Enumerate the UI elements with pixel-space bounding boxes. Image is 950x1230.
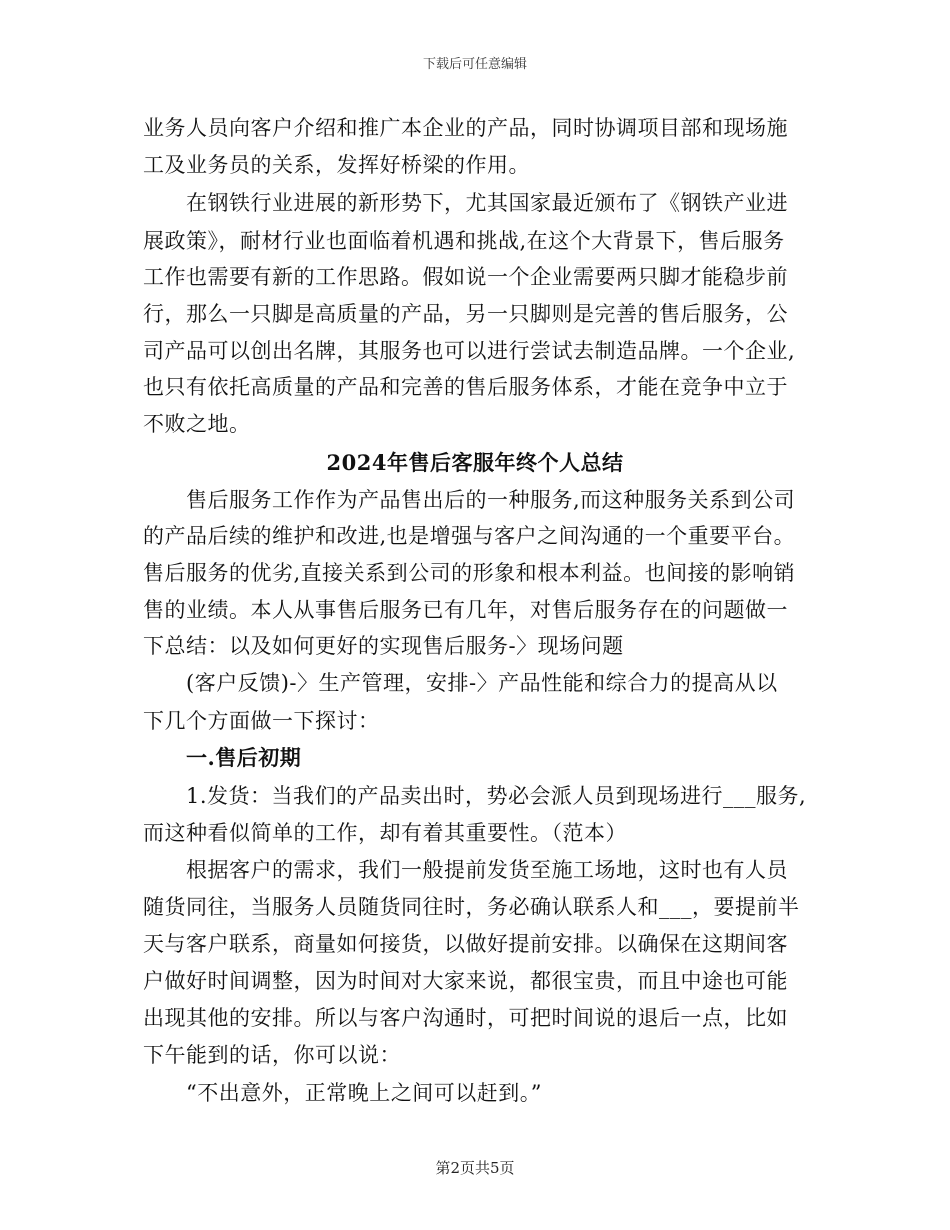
- page-header-note: 下载后可任意编辑: [422, 57, 527, 72]
- text-line: 工及业务员的关系，发挥好桥梁的作用。: [143, 153, 530, 177]
- text-line: 行，那么一只脚是高质量的产品，另一只脚则是完善的售后服务，公: [143, 302, 788, 326]
- text-line: 出现其他的安排。所以与客户沟通时，可把时间说的退后一点，比如: [143, 1006, 788, 1030]
- text-line: 不败之地。: [143, 412, 251, 436]
- text-line: 展政策》，耐材行业也面临着机遇和挑战,在这个大背景下，售后服务: [143, 229, 785, 253]
- text-line: 户做好时间调整，因为时间对大家来说，都很宝贵，而且中途也可能: [143, 969, 788, 993]
- text-line: 下几个方面做一下探讨：: [143, 709, 380, 733]
- text-line: 天与客户联系，商量如何接货，以做好提前安排。以确保在这期间客: [143, 932, 788, 956]
- page-number: 第2页共5页: [435, 1159, 515, 1177]
- text-line: 随货同往，当服务人员随货同往时，务必确认联系人和___，要提前半: [143, 895, 800, 919]
- section-title: 2024年售后客服年终个人总结: [326, 450, 624, 475]
- text-line: (客户反馈)-〉生产管理，安排-〉产品性能和综合力的提高从以: [186, 671, 778, 695]
- text-line: 售后服务工作作为产品售出后的一种服务,而这种服务关系到公司: [186, 488, 796, 512]
- text-line: 下总结：以及如何更好的实现售后服务-〉现场问题: [143, 634, 624, 658]
- text-line: 也只有依托高质量的产品和完善的售后服务体系，才能在竞争中立于: [143, 375, 788, 399]
- text-line: 而这种看似简单的工作，却有着其重要性。（范本）: [143, 821, 627, 845]
- text-line: 下午能到的话，你可以说：: [143, 1043, 401, 1067]
- text-line: 的产品后续的维护和改进,也是增强与客户之间沟通的一个重要平台。: [143, 524, 796, 548]
- subsection-heading: 一.售后初期: [186, 745, 302, 770]
- text-line: 售的业绩。本人从事售后服务已有几年，对售后服务存在的问题做一: [143, 598, 788, 622]
- text-line: 售后服务的优劣,直接关系到公司的形象和根本利益。也间接的影响销: [143, 561, 796, 585]
- text-line: 业务人员向客户介绍和推广本企业的产品，同时协调项目部和现场施: [143, 116, 788, 140]
- text-line: 1.发货：当我们的产品卖出时，势必会派人员到现场进行___服务,: [186, 784, 807, 808]
- text-line: 司产品可以创出名牌，其服务也可以进行尝试去制造品牌。一个企业,: [143, 339, 796, 363]
- text-line: 工作也需要有新的工作思路。假如说一个企业需要两只脚才能稳步前: [143, 265, 788, 289]
- text-line: 根据客户的需求，我们一般提前发货至施工场地，这时也有人员: [186, 858, 788, 882]
- text-line: 在钢铁行业进展的新形势下，尤其国家最近颁布了《钢铁产业进: [186, 191, 788, 215]
- quote-line: “不出意外，正常晚上之间可以赶到。”: [186, 1081, 542, 1105]
